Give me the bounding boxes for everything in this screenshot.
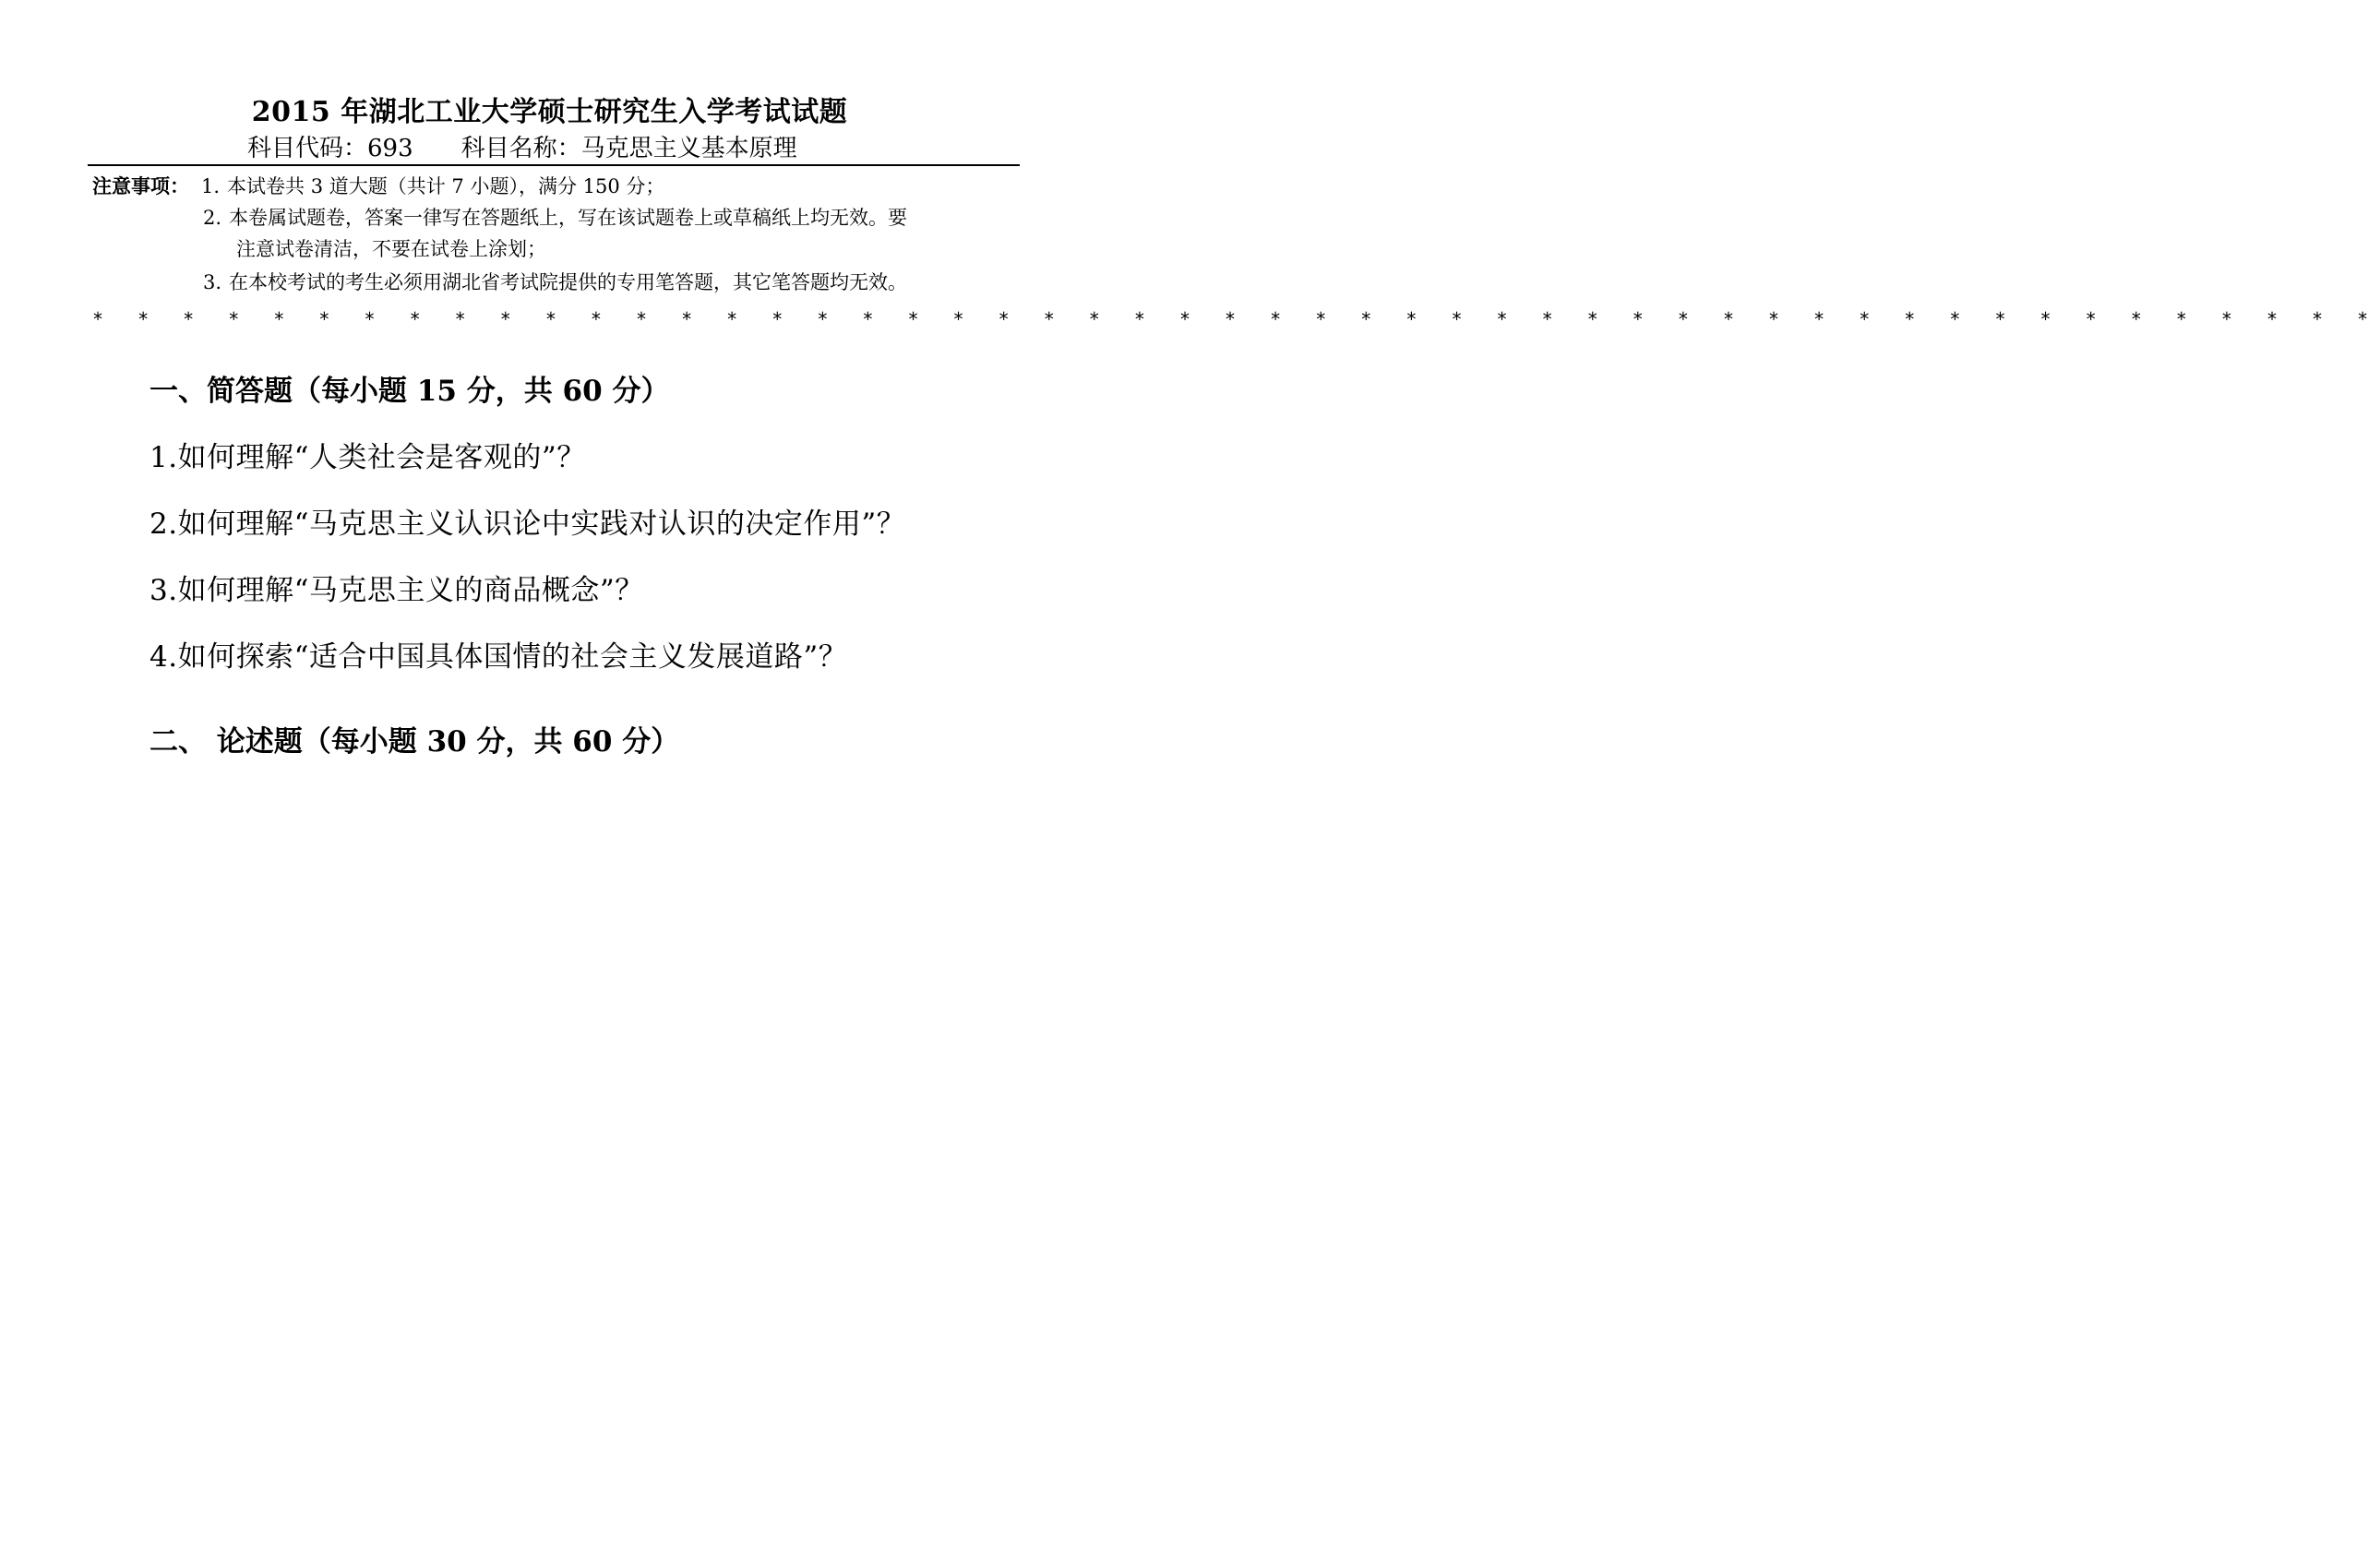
subject-info [247,129,797,163]
question-item: 1.如何理解“人类社会是客观的”？ [149,441,586,474]
note-text: 注意试卷清洁，不要在试卷上涂划； [236,238,546,260]
note-text: 本试卷共 3 道大题（共计 7 小题），满分 150 分； [227,175,665,197]
subject-name-label: 科目名称： [460,135,581,162]
question-item: 3.如何理解“马克思主义的商品概念”？ [149,574,644,607]
question-item: 4.如何探索“适合中国具体国情的社会主义发展道路”？ [149,640,848,674]
note-item [203,267,907,298]
note-item [236,233,546,265]
note-text: 在本校考试的考生必须用湖北省考试院提供的专用笔答题，其它笔答题均无效。 [229,271,908,293]
subject-code-label: 科目代码： [247,135,368,162]
subject-name: 马克思主义基本原理 [580,135,797,162]
section-heading-short-answer: 一、简答题（每小题 15 分，共 60 分） [149,375,670,408]
header-rule [88,164,1020,166]
section-heading-essay: 二、 论述题（每小题 30 分，共 60 分） [149,725,680,759]
subject-code: 693 [367,135,413,162]
question-item: 2.如何理解“马克思主义认识论中实践对认识的决定作用”？ [149,508,906,541]
note-number: 1. [201,175,221,197]
note-number: 2. [203,207,222,229]
note-item [203,202,907,233]
exam-title: 2015 年湖北工业大学硕士研究生入学考试试题 [251,96,848,128]
notes-label: 注意事项： [92,174,189,197]
note-number: 3. [203,271,222,293]
star-divider: * * * * * * * * * * * * * * * * * * * * * * * * * * * * * * * * * * * * * * * * * * * * * * * * * * * [92,308,2380,330]
note-text: 本卷属试题卷，答案一律写在答题纸上，写在该试题卷上或草稿纸上均无效。要 [229,207,908,229]
note-item [201,171,664,202]
